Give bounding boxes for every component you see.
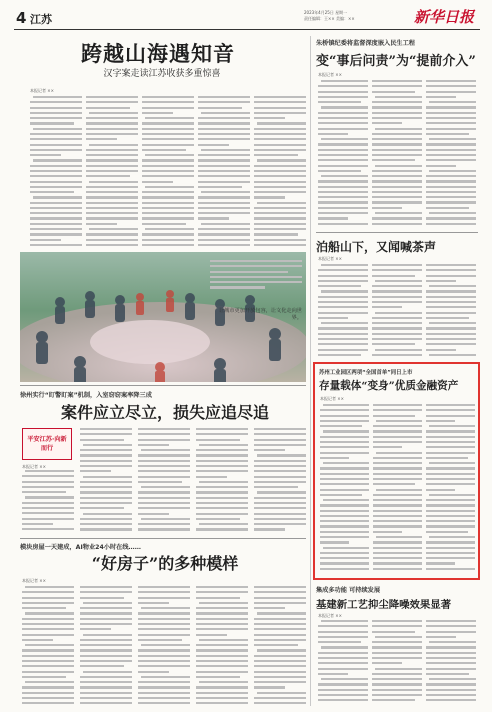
main-quote: 让城市更加开放包容，让文化走向世界。 xyxy=(218,308,302,321)
main-subheadline: 汉字案走读江苏收获多重惊喜 xyxy=(103,69,221,79)
section-label: 江苏 xyxy=(30,13,52,26)
house-body-col-5 xyxy=(254,586,306,706)
column-badge xyxy=(22,428,72,460)
right-mid-col-2 xyxy=(372,264,422,360)
case-body-col-1 xyxy=(22,470,74,535)
right-top-col-2 xyxy=(372,80,422,230)
case-body-col-3 xyxy=(138,428,190,535)
editor-line: 责任编辑：王×× 美编：×× xyxy=(304,16,355,21)
right-top-col-3 xyxy=(426,80,476,230)
main-body-col-5 xyxy=(254,96,306,251)
house-kicker: 模块房屋一天建成，AI物业24小时在线…… xyxy=(20,544,141,551)
right-mid-col-3 xyxy=(426,264,476,360)
featured-col-1 xyxy=(320,404,369,576)
page-number: 4 xyxy=(16,9,27,27)
right-top-rule xyxy=(316,232,478,233)
house-body-col-1 xyxy=(22,586,74,706)
case-bottom-rule xyxy=(20,538,306,539)
bottom-right-col-1 xyxy=(318,620,368,706)
main-body-col-4 xyxy=(198,96,250,251)
main-body-col-2 xyxy=(86,96,138,251)
main-body-col-1 xyxy=(30,96,82,251)
right-mid-byline: 本报记者 ×× xyxy=(318,256,342,261)
right-top-byline: 本报记者 ×× xyxy=(318,72,342,77)
header-rule xyxy=(14,29,480,30)
case-byline: 本报记者 ×× xyxy=(22,464,46,469)
bottom-right-col-2 xyxy=(372,620,422,706)
brand-logo: 新华日报 xyxy=(414,8,475,26)
featured-col-2 xyxy=(373,404,422,576)
house-body-col-2 xyxy=(80,586,132,706)
right-top-kicker: 朱桥镇纪委将监督深度嵌入民生工程 xyxy=(316,40,415,47)
date-line: 2023年4月25日 星期一 xyxy=(304,10,348,15)
column-label: 平安江苏·向新而行 xyxy=(27,436,67,452)
right-mid-headline: 泊船山下，又闻喊茶声 xyxy=(316,240,437,254)
featured-kicker: 苏州工业园区两项“全国首单”同日上市 xyxy=(319,370,413,376)
main-byline: 本报记者 ×× xyxy=(30,88,54,93)
house-body-col-4 xyxy=(196,586,248,706)
right-top-col-1 xyxy=(318,80,368,230)
main-body-col-3 xyxy=(142,96,194,251)
main-quote-box xyxy=(210,260,302,370)
featured-col-3 xyxy=(426,404,475,576)
main-bottom-rule xyxy=(20,385,306,386)
bottom-right-col-3 xyxy=(426,620,476,706)
page-header xyxy=(14,8,480,30)
case-body-col-4 xyxy=(196,428,248,535)
featured-headline: 存量载体“变身”优质金融资产 xyxy=(319,380,459,392)
case-body-col-2 xyxy=(80,428,132,535)
house-body-col-3 xyxy=(138,586,190,706)
photo-caption-lines xyxy=(210,260,302,300)
main-headline: 跨越山海遇知音 xyxy=(81,41,235,66)
case-headline: 案件应立尽立，损失应追尽追 xyxy=(60,403,269,422)
case-kicker: 徐州实行“盯警盯案”机制，入室窃窃案率降三成 xyxy=(20,392,152,399)
bottom-right-kicker: 集成多功能 可持续发展 xyxy=(316,587,381,594)
house-headline: “好房子”的多种模样 xyxy=(91,554,239,573)
column-divider xyxy=(310,36,311,706)
house-byline: 本报记者 ×× xyxy=(22,578,46,583)
featured-article-highlight[interactable] xyxy=(313,362,480,580)
right-top-headline: 变“事后问责”为“提前介入” xyxy=(316,54,476,69)
case-body-col-5 xyxy=(254,428,306,535)
bottom-right-byline: 本报记者 ×× xyxy=(318,613,342,618)
right-mid-col-1 xyxy=(318,264,368,360)
bottom-right-headline: 基建新工艺抑尘降噪效果显著 xyxy=(316,599,452,611)
featured-byline: 本报记者 ×× xyxy=(320,396,344,401)
